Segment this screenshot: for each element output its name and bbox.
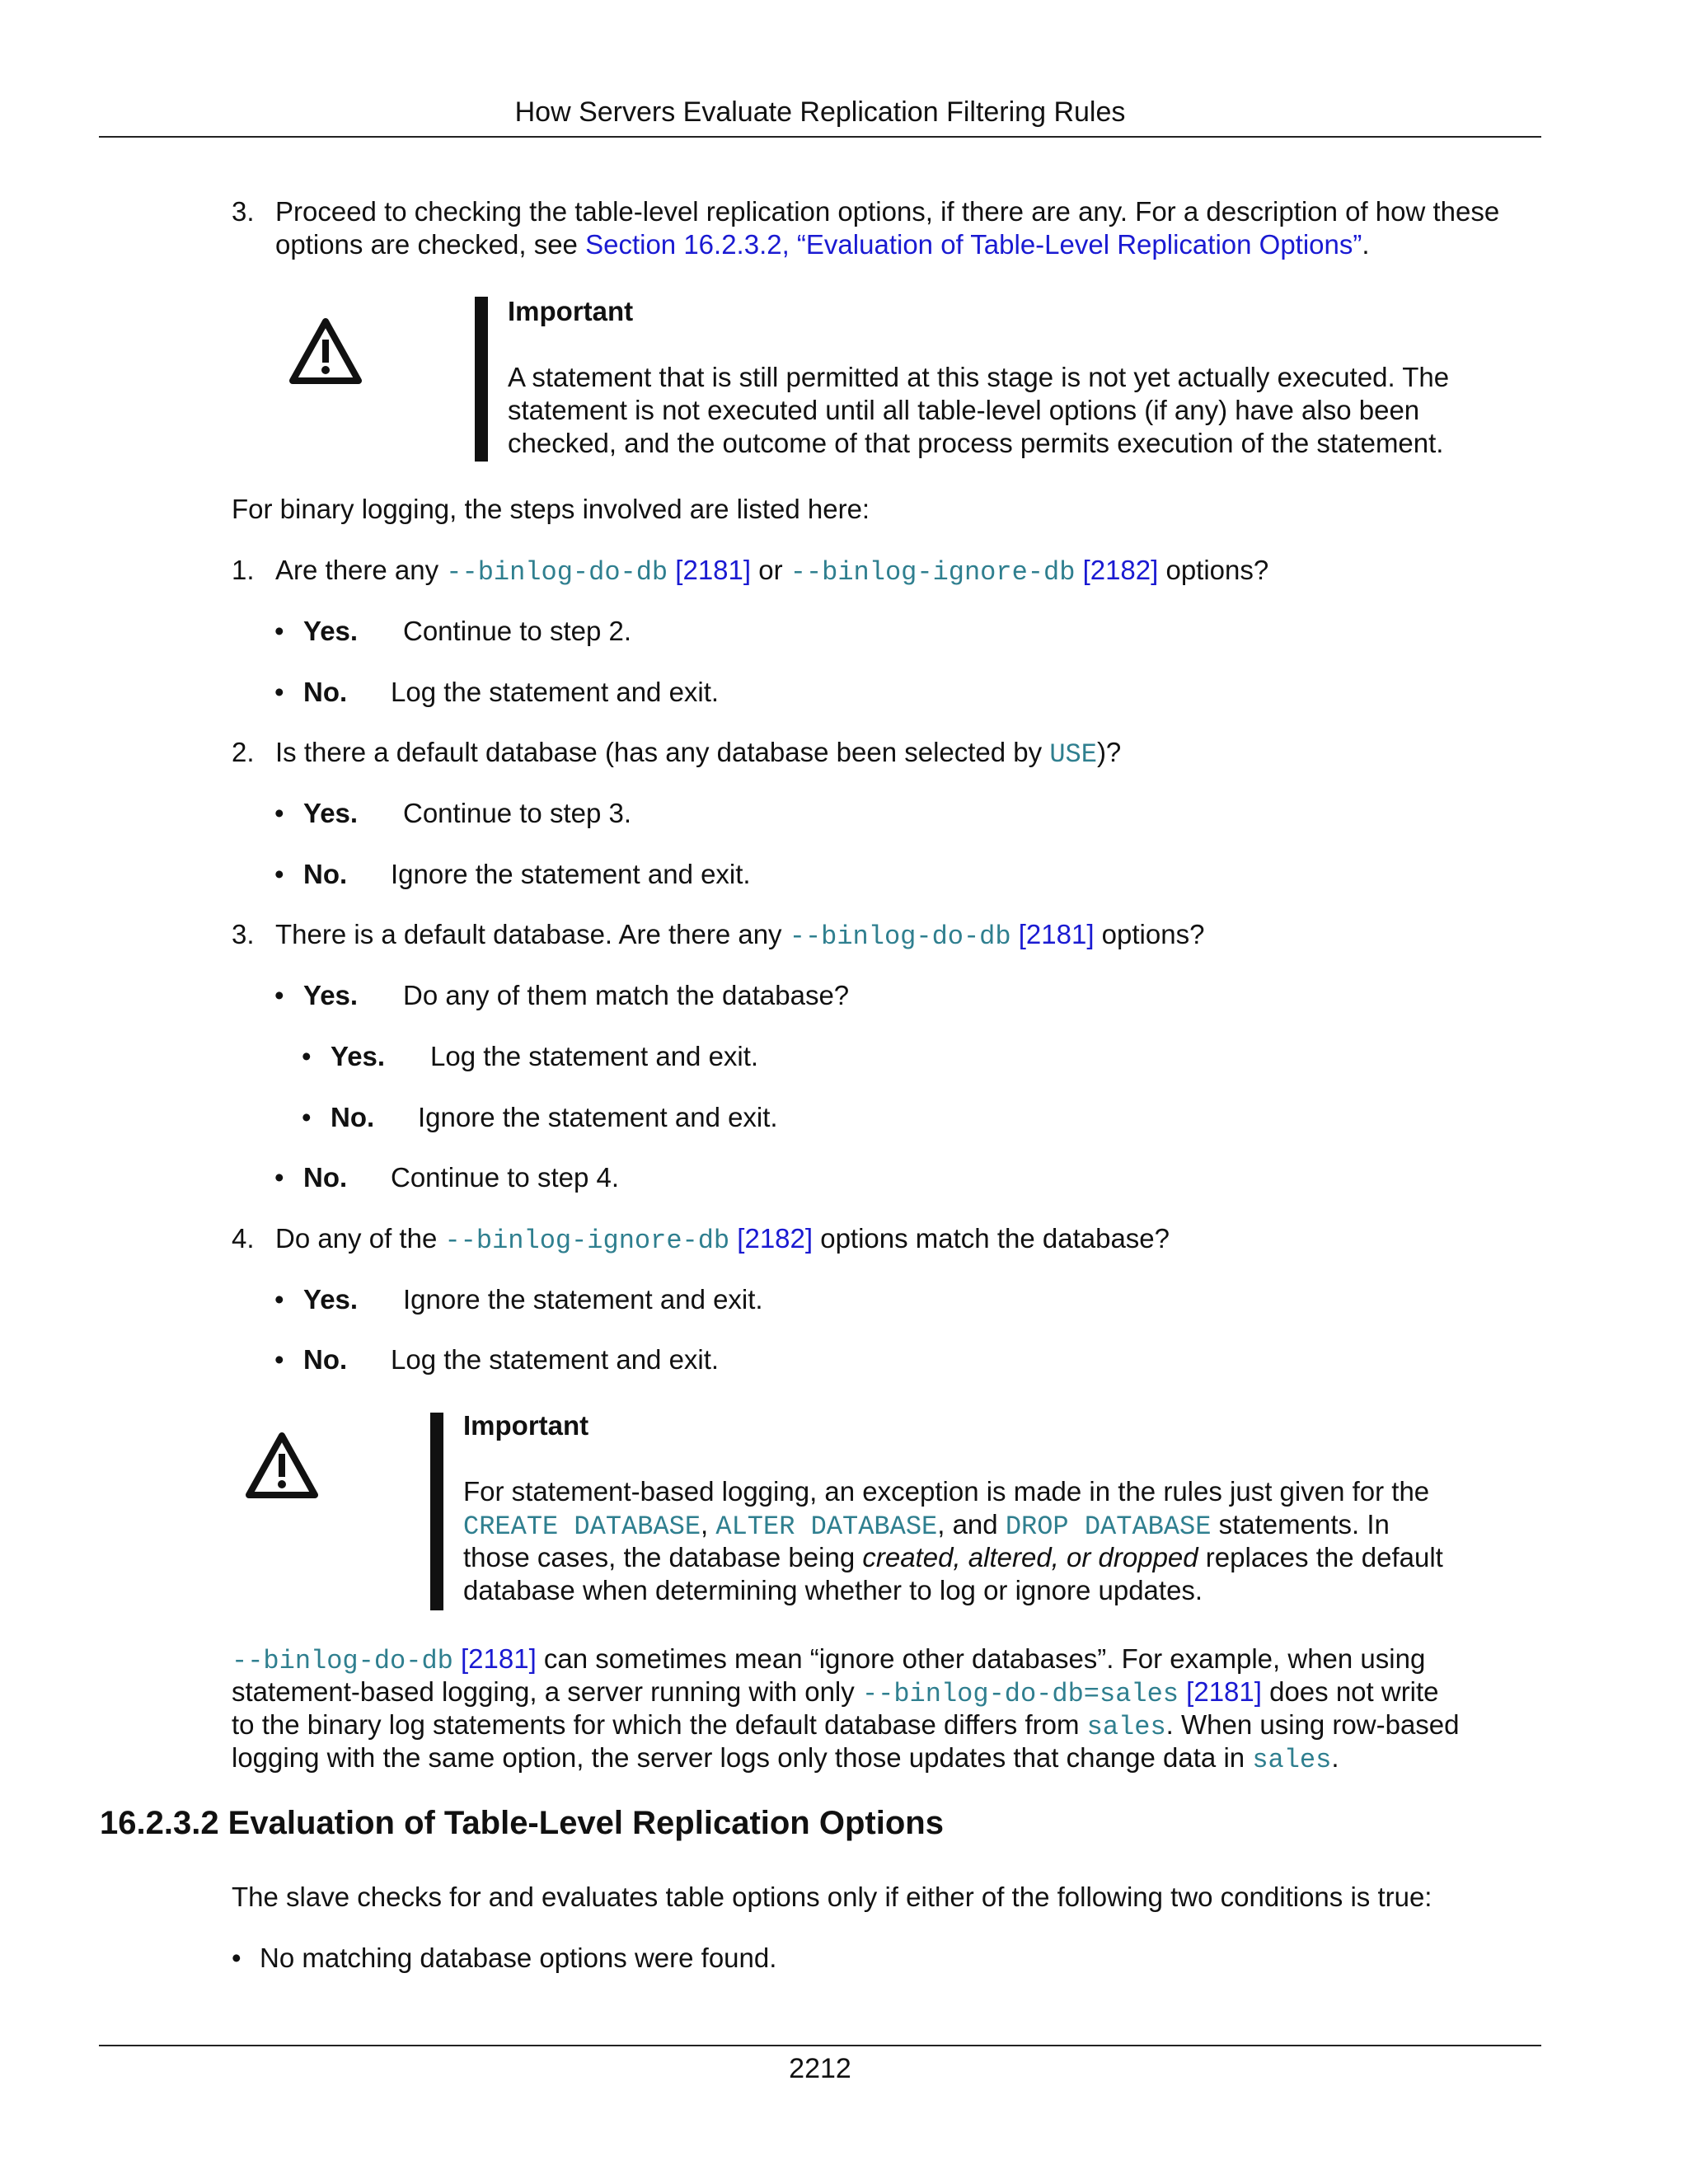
callout-text-line: A statement that is still permitted at this stage is not yet actually executed. The [508,362,1450,392]
code-alter-database: ALTER DATABASE [715,1511,938,1542]
no-text: Log the statement and exit. [391,677,720,707]
step-text-prefix: Is there a default database (has any database been selected by [275,737,1050,767]
list-number: 3. [232,919,255,949]
page-ref-link[interactable]: [2181] [675,555,752,585]
list-number: 4. [232,1223,255,1254]
paragraph-text: can sometimes mean “ignore other databases”. For example, when using [536,1643,1426,1674]
paragraph-text: statement-based logging, a server running with only [232,1676,862,1707]
step-text-prefix: Do any of the [275,1223,445,1254]
callout-text-line: database when determining whether to log or ignore updates. [463,1575,1203,1605]
section-link[interactable]: Section 16.2.3.2, “Evaluation of Table-Level Replication Options” [585,229,1362,260]
code-sales: sales [1086,1712,1166,1742]
page-ref-link[interactable]: [2181] [1018,919,1095,949]
step-text-suffix: )? [1096,737,1122,767]
list-number: 3. [232,196,255,227]
no-label: No. [303,677,348,707]
list-item: No matching database options were found. [260,1943,777,1973]
callout-text-line: statement is not executed until all table-level options (if any) have also been [508,395,1420,425]
emphasis: created, altered, or dropped [862,1542,1198,1572]
yes-label: Yes. [303,798,359,828]
yes-text: Do any of them match the database? [403,980,850,1010]
step-1-text [275,554,1268,589]
callout-text-line: checked, and the outcome of that process permits execution of the statement. [508,428,1444,458]
code-drop-database: DROP DATABASE [1005,1511,1212,1542]
paragraph-intro: For binary logging, the steps involved are listed here: [232,494,870,524]
page-ref-link[interactable]: [2181] [1186,1676,1262,1707]
bullet: • [274,1162,284,1193]
code-binlog-ignore-db: --binlog-ignore-db [790,557,1076,588]
step-text-suffix: options? [1094,919,1205,949]
step-text-line2 [275,228,1370,261]
step-4-text [275,1222,1170,1258]
sub-no-text: Ignore the statement and exit. [418,1102,778,1132]
bullet: • [274,980,284,1010]
step-text-suffix: options match the database? [813,1223,1170,1254]
code-binlog-do-db-sales: --binlog-do-db=sales [861,1679,1179,1709]
no-text: Continue to step 4. [391,1162,620,1193]
page-number: 2212 [789,2053,851,2084]
yes-label: Yes. [303,1284,359,1315]
step-text-prefix: Are there any [275,555,447,585]
section-intro: The slave checks for and evaluates table options only if either of the following two conditions is true: [232,1882,1432,1912]
code-binlog-ignore-db: --binlog-ignore-db [444,1226,730,1256]
no-label: No. [303,859,348,889]
paragraph-line [232,1741,1339,1777]
running-header: How Servers Evaluate Replication Filtering Rules [514,96,1126,128]
paragraph-line [232,1643,1425,1678]
code-sales: sales [1252,1745,1332,1775]
separator: , [701,1509,716,1540]
warning-triangle-icon [288,316,363,386]
bullet: • [302,1102,312,1132]
yes-label: Yes. [303,980,359,1010]
bullet: • [274,677,284,707]
page-ref-link[interactable]: [2182] [1082,555,1159,585]
paragraph-text: does not write [1261,1676,1439,1707]
paragraph-text: to the binary log statements for which the default database differs from [232,1709,1087,1740]
yes-text: Ignore the statement and exit. [403,1284,763,1315]
callout-text-suffix: statements. In [1211,1509,1390,1540]
header-rule [99,136,1541,138]
no-text: Ignore the statement and exit. [391,859,751,889]
paragraph-text: logging with the same option, the server logs only those updates that change data in [232,1742,1253,1773]
paragraph-line [232,1675,1439,1711]
callout-bar [475,297,488,462]
bullet: • [232,1943,241,1973]
sub-no-label: No. [331,1102,375,1132]
code-binlog-do-db: --binlog-do-db [232,1646,453,1676]
callout-text-line: For statement-based logging, an exception is made in the rules just given for the [463,1476,1430,1507]
sub-yes-label: Yes. [331,1041,386,1071]
callout-title: Important [463,1410,589,1441]
page-ref-link[interactable]: [2181] [461,1643,537,1674]
list-number: 1. [232,555,255,585]
callout-bar [430,1413,443,1610]
callout-text-prefix: those cases, the database being [463,1542,863,1572]
code-create-database: CREATE DATABASE [463,1511,701,1542]
yes-text: Continue to step 2. [403,616,632,646]
callout-text-line [463,1541,1443,1574]
yes-label: Yes. [303,616,359,646]
bullet: • [274,616,284,646]
code-use: USE [1049,739,1097,770]
warning-triangle-icon [244,1431,320,1500]
code-binlog-do-db: --binlog-do-db [789,921,1011,952]
section-heading: 16.2.3.2 Evaluation of Table-Level Replication Options [100,1805,944,1841]
step-text-suffix: options? [1158,555,1269,585]
no-label: No. [303,1344,348,1375]
sub-yes-text: Log the statement and exit. [430,1041,759,1071]
bullet: • [302,1041,312,1071]
yes-text: Continue to step 3. [403,798,632,828]
list-number: 2. [232,737,255,767]
step-text-mid: or [751,555,790,585]
callout-text-suffix: replaces the default [1198,1542,1443,1572]
step-text: Proceed to checking the table-level replication options, if there are any. For a description of how these [275,196,1500,227]
page-ref-link[interactable]: [2182] [737,1223,814,1254]
step-text-prefix: There is a default database. Are there any [275,919,790,949]
paragraph-text: . [1331,1742,1339,1773]
paragraph-line [232,1708,1460,1744]
bullet: • [274,1344,284,1375]
separator: , and [937,1509,1006,1540]
paragraph-text: . When using row-based [1165,1709,1460,1740]
callout-title: Important [508,296,634,326]
code-binlog-do-db: --binlog-do-db [446,557,668,588]
no-label: No. [303,1162,348,1193]
step-2-text [275,736,1121,771]
bullet: • [274,1284,284,1315]
bullet: • [274,859,284,889]
footer-rule [99,2045,1541,2046]
callout-text-line [463,1508,1390,1544]
bullet: • [274,798,284,828]
period: . [1362,229,1370,260]
step-3-text [275,918,1204,954]
no-text: Log the statement and exit. [391,1344,720,1375]
step-text-prefix: options are checked, see [275,229,586,260]
